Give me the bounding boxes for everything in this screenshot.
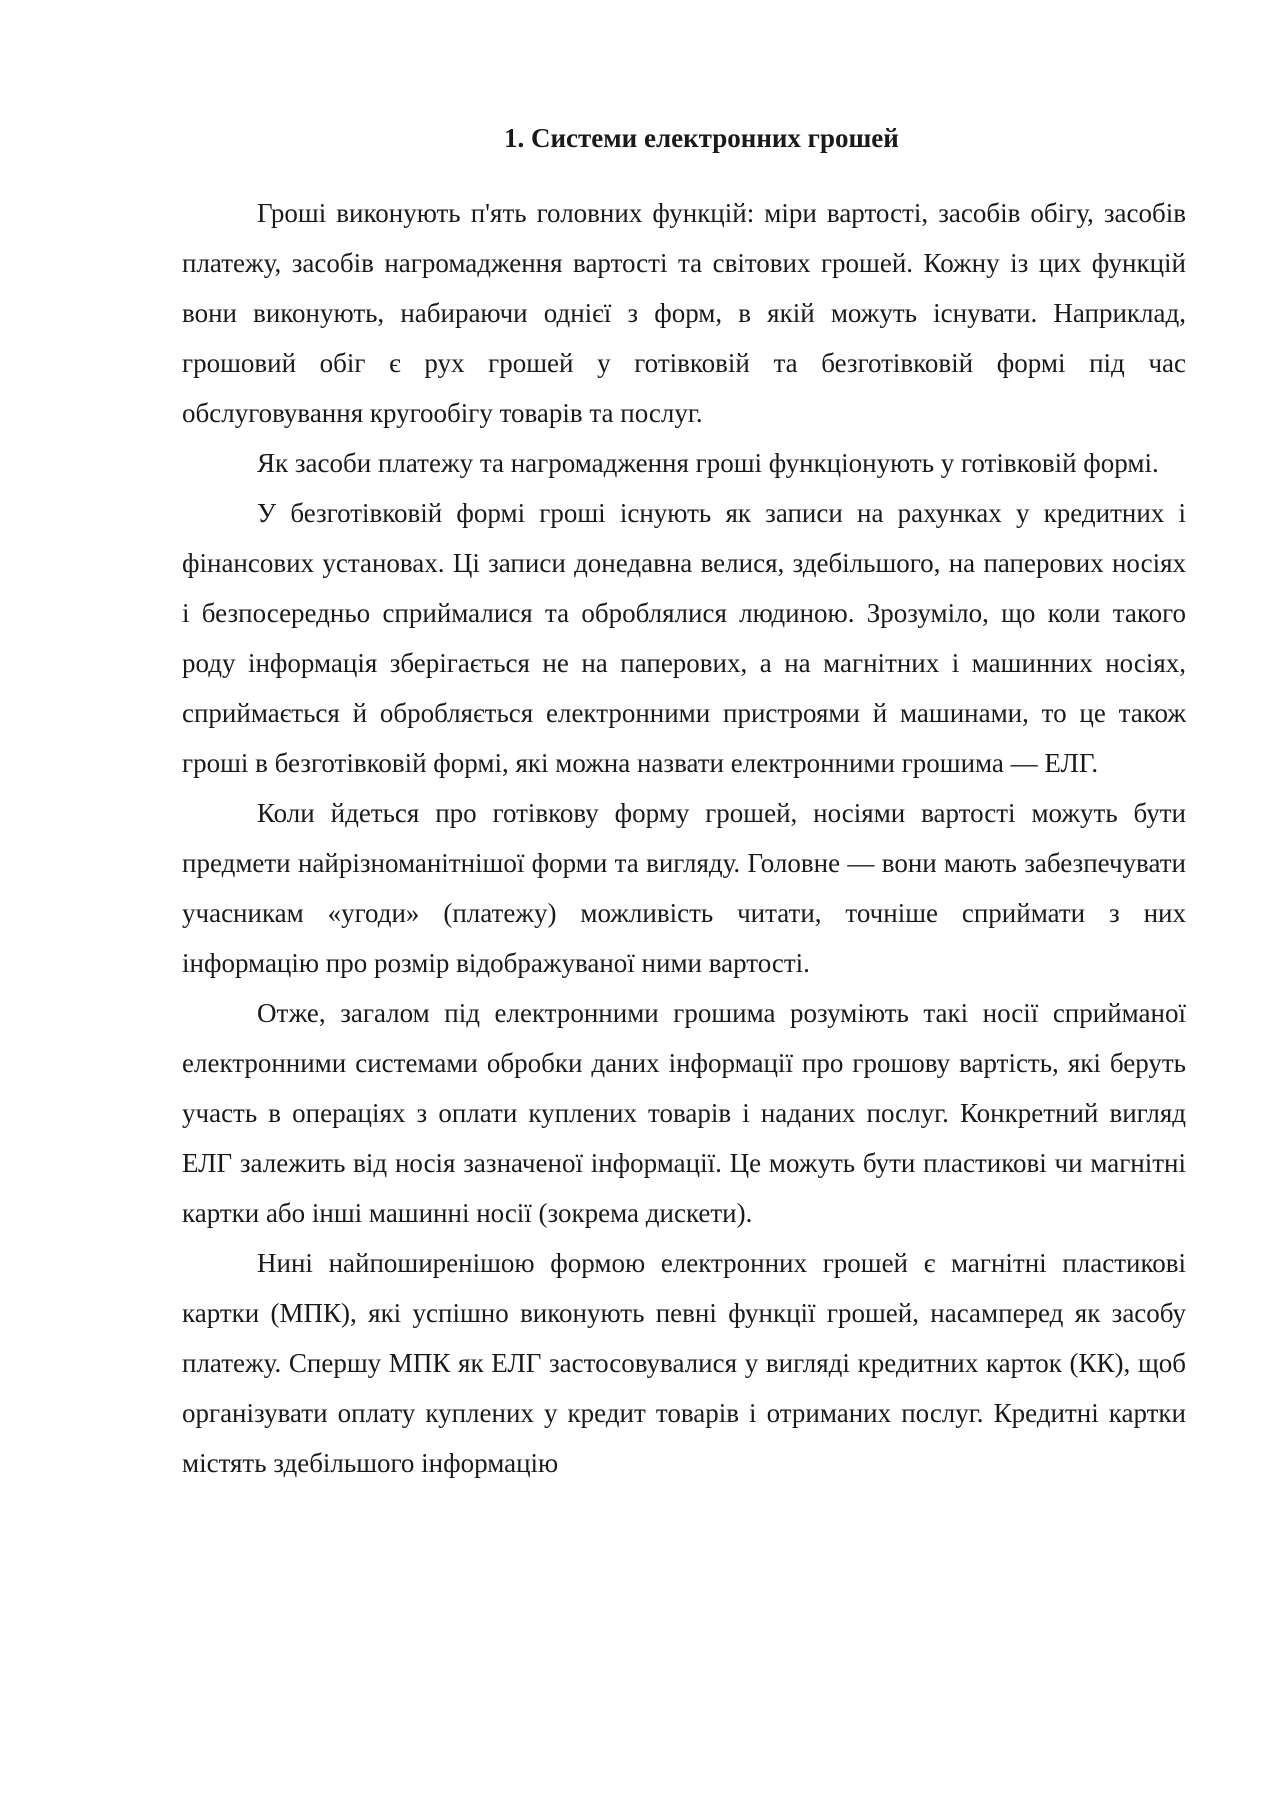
paragraph-cash-carriers: Коли йдеться про готівкову форму грошей, носіями вартості можуть бути предмети найрізноманітнішої форми та вигляду. Головне — вони мають забезпечувати учасникам «угоди» (платежу) можливість читати, точніше сприймати з них інформацію про розмір відображуваної ними вартості. — [182, 798, 1186, 978]
paragraph-electronic-money-definition: Отже, загалом під електронними грошима розуміють такі носії сприйманої електронними системами обробки даних інформації про грошову вартість, які беруть участь в операціях з оплати куплених товарів і наданих послуг. Конкретний вигляд ЕЛГ залежить від носія зазначеної інформації. Це можуть бути пластикові чи магнітні картки або інші машинні носії (зокрема дискети). — [182, 998, 1186, 1228]
paragraph-money-functions: Гроші виконують п'ять головних функцій: міри вартості, засобів обігу, засобів платежу, засобів нагромадження вартості та світових грошей. Кожну із цих функцій вони виконують, набираючи однієї з форм, в якій можуть існувати. Наприклад, грошовий обіг є рух грошей у готівковій та безготівковій формі під час обслуговування кругообігу товарів та послуг. — [182, 198, 1186, 428]
paragraph-cashless-form: У безготівковій формі гроші існують як записи на рахунках у кредитних і фінансових установах. Ці записи донедавна велися, здебільшого, на паперових носіях і безпосередньо сприймалися та оброблялися людиною. Зрозуміло, що коли такого роду інформація зберігається не на паперових, а на магнітних і машинних носіях, сприймається й обробляється електронними пристроями й машинами, то це також гроші в безготівковій формі, які можна назвати електронними грошима — ЕЛГ. — [182, 498, 1186, 778]
document-body — [182, 118, 1186, 1488]
paragraph-cash-form: Як засоби платежу та нагромадження гроші функціонують у готівковій формі. — [257, 448, 1159, 478]
paragraph-plastic-cards: Нині найпоширенішою формою електронних грошей є магнітні пластикові картки (МПК), які успішно виконують певні функції грошей, насамперед як засобу платежу. Спершу МПК як ЕЛГ застосовувалися у вигляді кредитних карток (КК), щоб організувати оплату куплених у кредит товарів і отриманих послуг. Кредитні картки містять здебільшого інформацію — [182, 1248, 1186, 1478]
section-heading: 1. Системи електронних грошей — [504, 123, 899, 153]
